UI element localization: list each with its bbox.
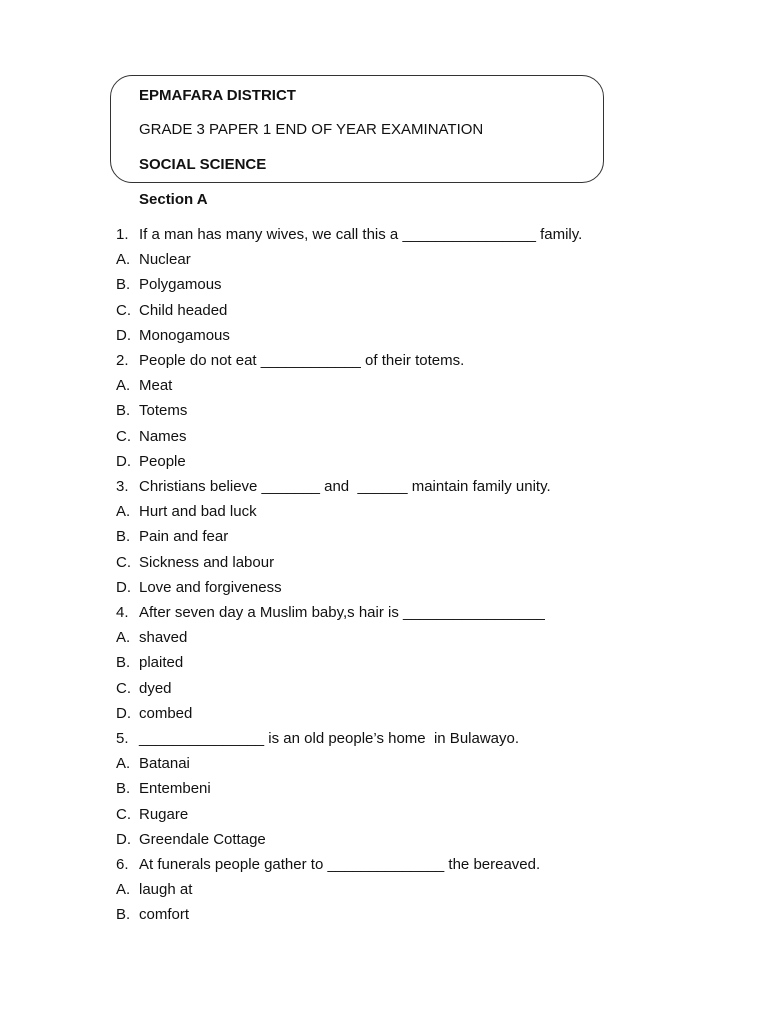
option-letter: A.	[116, 881, 131, 898]
question-number: 3.	[116, 478, 129, 495]
answer-option	[116, 830, 266, 850]
question-number: 1.	[116, 226, 129, 243]
option-letter: B.	[116, 528, 131, 545]
option-letter: C.	[116, 428, 131, 445]
answer-option	[116, 754, 190, 774]
question-text: If a man has many wives, we call this a ________________ family.	[139, 226, 583, 243]
option-letter: C.	[116, 554, 131, 571]
option-text: Nuclear	[139, 251, 191, 268]
question-text: Christians believe _______ and ______ maintain family unity.	[139, 478, 551, 495]
question-text: At funerals people gather to ______________ the bereaved.	[139, 856, 541, 873]
option-text: shaved	[139, 629, 188, 646]
option-letter: A.	[116, 503, 131, 520]
question-number: 6.	[116, 856, 129, 873]
answer-option	[116, 704, 192, 724]
option-text: Meat	[139, 377, 173, 394]
option-letter: B.	[116, 276, 131, 293]
exam-title: GRADE 3 PAPER 1 END OF YEAR EXAMINATION	[139, 121, 484, 138]
answer-option	[116, 805, 188, 825]
answer-option	[116, 301, 227, 321]
answer-option	[116, 275, 222, 295]
answer-option	[116, 578, 282, 598]
answer-option	[116, 427, 187, 447]
option-letter: C.	[116, 806, 131, 823]
answer-option	[116, 502, 257, 522]
question-6	[116, 855, 540, 875]
answer-option	[116, 326, 230, 346]
question-2	[116, 351, 464, 371]
answer-option	[116, 553, 274, 573]
option-text: plaited	[139, 654, 184, 671]
answer-option	[116, 452, 186, 472]
answer-option	[116, 905, 189, 925]
option-letter: A.	[116, 755, 131, 772]
option-letter: B.	[116, 780, 131, 797]
answer-option	[116, 779, 211, 799]
option-letter: B.	[116, 654, 131, 671]
question-number: 2.	[116, 352, 129, 369]
question-5	[116, 729, 519, 749]
option-letter: B.	[116, 906, 131, 923]
question-text: People do not eat ____________ of their totems.	[139, 352, 465, 369]
question-number: 5.	[116, 730, 129, 747]
option-text: Greendale Cottage	[139, 831, 266, 848]
option-text: Polygamous	[139, 276, 222, 293]
answer-option	[116, 628, 187, 648]
option-letter: C.	[116, 680, 131, 697]
answer-option	[116, 880, 192, 900]
option-text: comfort	[139, 906, 190, 923]
option-text: Sickness and labour	[139, 554, 275, 571]
answer-option	[116, 527, 228, 547]
question-3	[116, 477, 551, 497]
district-title: EPMAFARA DISTRICT	[139, 87, 296, 104]
option-text: combed	[139, 705, 193, 722]
option-letter: D.	[116, 327, 131, 344]
answer-option	[116, 653, 183, 673]
option-text: laugh at	[139, 881, 193, 898]
option-text: dyed	[139, 680, 172, 697]
option-text: Names	[139, 428, 187, 445]
option-text: Rugare	[139, 806, 189, 823]
question-text: _______________ is an old people’s home in Bulawayo.	[139, 730, 520, 747]
option-letter: C.	[116, 302, 131, 319]
option-text: Batanai	[139, 755, 190, 772]
option-letter: D.	[116, 831, 131, 848]
option-letter: D.	[116, 579, 131, 596]
option-letter: B.	[116, 402, 131, 419]
answer-option	[116, 250, 191, 270]
option-letter: D.	[116, 705, 131, 722]
option-text: Monogamous	[139, 327, 230, 344]
question-number: 4.	[116, 604, 129, 621]
answer-option	[116, 401, 187, 421]
question-4	[116, 603, 545, 623]
option-text: People	[139, 453, 186, 470]
subject-title: SOCIAL SCIENCE	[139, 156, 267, 173]
question-text: After seven day a Muslim baby,s hair is _________________	[139, 604, 545, 621]
question-1	[116, 225, 582, 245]
option-text: Totems	[139, 402, 188, 419]
option-text: Pain and fear	[139, 528, 229, 545]
answer-option	[116, 376, 172, 396]
option-text: Love and forgiveness	[139, 579, 282, 596]
option-letter: A.	[116, 629, 131, 646]
answer-option	[116, 679, 172, 699]
option-text: Child headed	[139, 302, 228, 319]
option-letter: D.	[116, 453, 131, 470]
option-letter: A.	[116, 377, 131, 394]
option-letter: A.	[116, 251, 131, 268]
section-title: Section A	[139, 191, 208, 208]
option-text: Entembeni	[139, 780, 211, 797]
option-text: Hurt and bad luck	[139, 503, 257, 520]
